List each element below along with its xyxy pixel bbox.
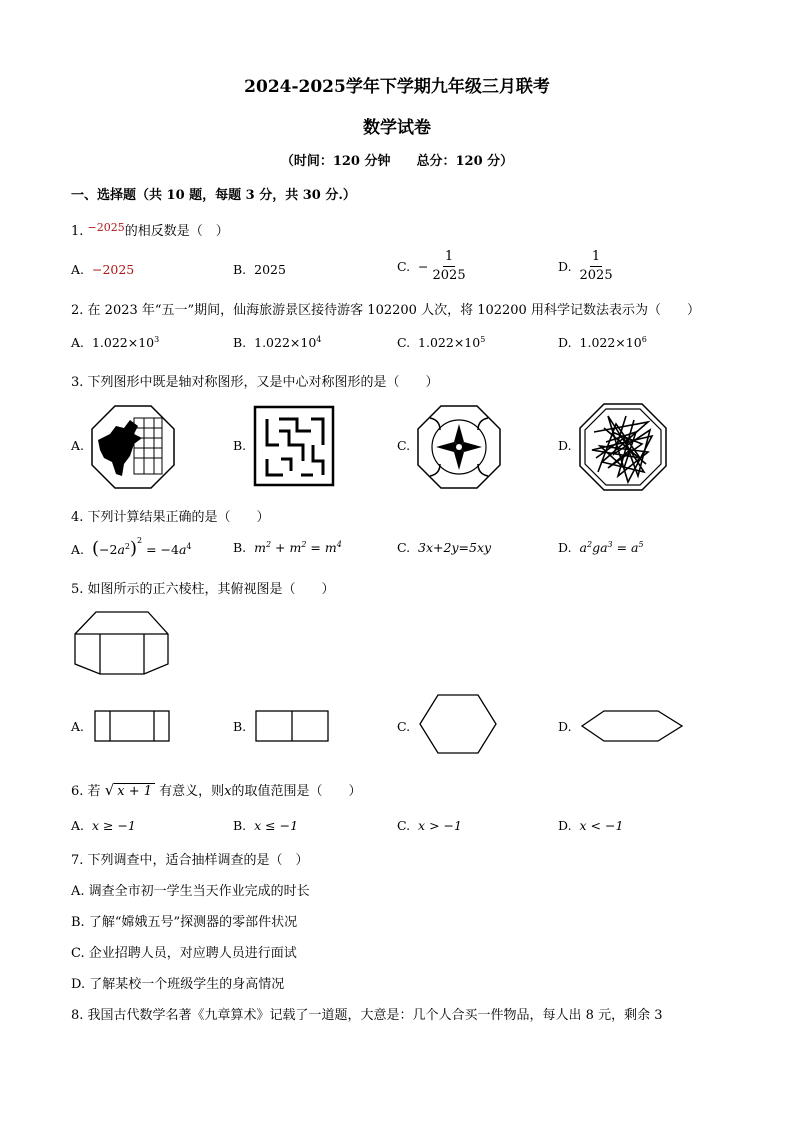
q2-option-d[interactable]: D. $1.022\times 10^6$ bbox=[558, 335, 647, 351]
rect-three-panels-icon bbox=[93, 709, 173, 743]
question-3: 3. 下列图形中既是轴对称图形，又是中心对称图形的是（ ） bbox=[71, 375, 439, 390]
rect-two-panels-icon bbox=[254, 709, 332, 743]
q1-option-b[interactable]: B. 2025 bbox=[233, 262, 286, 277]
section-heading: 一、选择题（共 10 题，每题 3 分，共 30 分.） bbox=[71, 188, 356, 203]
q5-option-d[interactable]: D. bbox=[558, 719, 572, 734]
q4-option-a[interactable]: A. $(-2a^2)^2 = -4a^4$ bbox=[71, 535, 192, 559]
q1-d-fraction: $\frac{1}{2025}$ bbox=[579, 249, 613, 283]
q3-option-a[interactable]: A. bbox=[71, 438, 85, 453]
q5-option-a[interactable]: A. bbox=[71, 719, 85, 734]
q4-option-b[interactable]: B. $m^2 + m^2 = m^4$ bbox=[233, 540, 342, 556]
q4-b-formula: $m^2 + m^2 = m^4$ bbox=[254, 540, 342, 556]
q3-option-c[interactable]: C. bbox=[397, 438, 411, 453]
q6-option-d[interactable]: D. x < −1 bbox=[558, 818, 624, 833]
q2-option-b[interactable]: B. $1.022\times 10^4$ bbox=[233, 335, 322, 351]
q6-option-b[interactable]: B. x ≤ −1 bbox=[233, 818, 299, 833]
q6-option-c[interactable]: C. x > −1 bbox=[397, 818, 462, 833]
q4-d-formula: $a^2ga^3 = a^5$ bbox=[579, 540, 644, 556]
question-1: 1. $^{-2025}$的相反数是（ ） bbox=[71, 221, 229, 239]
octagon-flower-icon bbox=[416, 404, 502, 490]
q4-a-formula: $(-2a^2)^2 = -4a^4$ bbox=[91, 535, 192, 559]
q7-option-a[interactable]: A. 调查全市初一学生当天作业完成的时长 bbox=[71, 884, 310, 899]
sqrt-expression: √ x + 1 bbox=[105, 781, 155, 799]
q1-c-fraction: $\frac{1}{2025}$ bbox=[432, 249, 466, 283]
q2-option-c[interactable]: C. $1.022\times 10^5$ bbox=[397, 335, 486, 351]
octagon-scribble-icon bbox=[578, 402, 668, 492]
q4-option-c[interactable]: C. 3x+2y=5xy bbox=[397, 540, 492, 555]
question-6: 6. 若 √ x + 1 有意义，则x的取值范围是（ ） bbox=[71, 781, 362, 799]
q2-option-a[interactable]: A. $1.022\times 10^3$ bbox=[71, 335, 160, 351]
question-2: 2. 在 2023 年“五一”期间，仙海旅游景区接待游客 102200 人次，将 102200 用科学记数法表示为（ ） bbox=[71, 303, 700, 318]
q4-c-formula: 3x+2y=5xy bbox=[418, 540, 492, 555]
q5-option-b[interactable]: B. bbox=[233, 719, 247, 734]
question-8: 8. 我国古代数学名著《九章算术》记载了一道题，大意是：几个人合买一件物品，每人出 8 元，剩余 3 bbox=[71, 1008, 663, 1023]
q1-option-a[interactable]: A. −2025 bbox=[71, 262, 135, 277]
square-maze-icon bbox=[253, 405, 335, 487]
q3-option-b[interactable]: B. bbox=[233, 438, 247, 453]
flat-hexagon-icon bbox=[580, 709, 684, 743]
exam-meta: （时间：120 分钟 总分：120 分） bbox=[280, 154, 514, 169]
q7-option-c[interactable]: C. 企业招聘人员，对应聘人员进行面试 bbox=[71, 946, 297, 961]
q5-option-c[interactable]: C. bbox=[397, 719, 411, 734]
q1-option-c[interactable]: C. − $\frac{1}{2025}$ bbox=[397, 249, 466, 283]
exam-title: 2024-2025学年下学期九年级三月联考 bbox=[244, 77, 550, 97]
q4-option-d[interactable]: D. $a^2ga^3 = a^5$ bbox=[558, 540, 644, 556]
q7-option-b[interactable]: B. 了解“嫦娥五号”探测器的零部件状况 bbox=[71, 915, 298, 930]
q1-expression: −2025 bbox=[87, 221, 125, 234]
subject-title: 数学试卷 bbox=[363, 118, 431, 138]
question-7: 7. 下列调查中，适合抽样调查的是（ ） bbox=[71, 853, 309, 868]
question-5: 5. 如图所示的正六棱柱，其俯视图是（ ） bbox=[71, 582, 335, 597]
q6-option-a[interactable]: A. x ≥ −1 bbox=[71, 818, 136, 833]
question-4: 4. 下列计算结果正确的是（ ） bbox=[71, 510, 270, 525]
q1-option-d[interactable]: D. $\frac{1}{2025}$ bbox=[558, 249, 613, 283]
q3-option-d[interactable]: D. bbox=[558, 438, 572, 453]
hexagonal-prism-icon bbox=[72, 608, 172, 678]
hexagon-icon bbox=[418, 693, 498, 755]
q7-option-d[interactable]: D. 了解某校一个班级学生的身高情况 bbox=[71, 977, 285, 992]
octagon-silhouette-icon bbox=[90, 404, 176, 490]
